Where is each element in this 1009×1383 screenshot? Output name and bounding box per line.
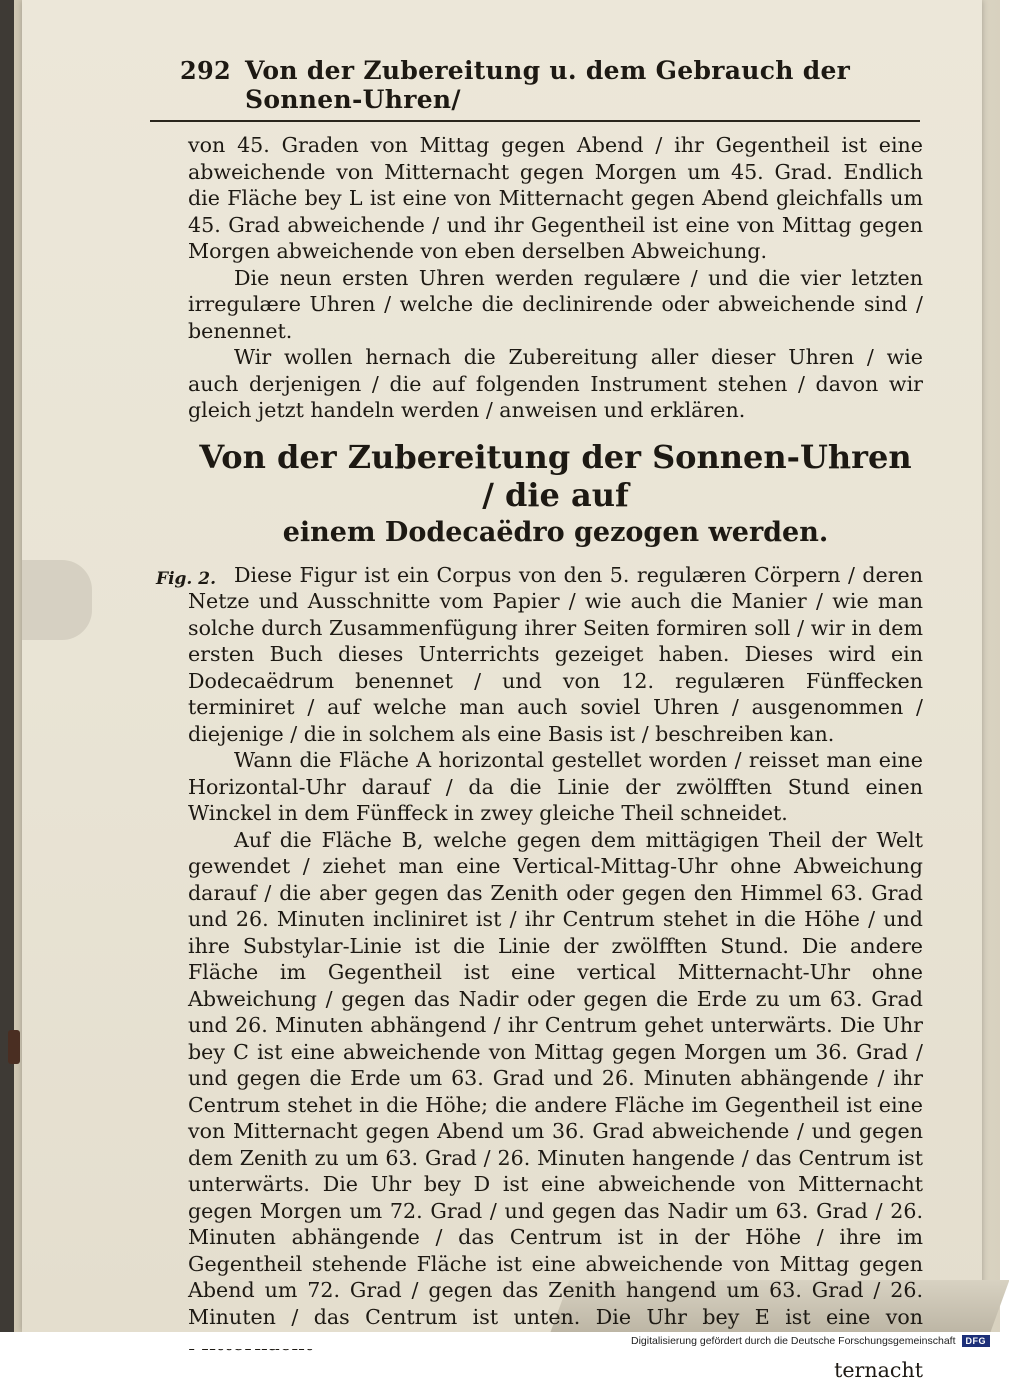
section-heading — [188, 438, 923, 552]
footer-credit: Digitalisierung gefördert durch die Deutsche Forschungsgemeinschaft — [631, 1335, 956, 1347]
paragraph: Wir wollen hernach die Zubereitung aller dieser Uhren / wie auch derjenigen / die auf folgenden Instrument stehen / davon wir gleich jetzt handeln werden / anweisen und erklären. — [188, 344, 923, 424]
paragraph: Wann die Fläche A horizontal gestellet worden / reisset man eine Horizontal-Uhr darauf / da die Linie der zwölfften Stund einen Winckel in dem Fünffeck in zwey gleiche Theil schneidet. — [188, 747, 923, 827]
section-heading-line2: einem Dodecaëdro gezogen werden. — [188, 514, 923, 552]
figure-label: Fig. 2. — [156, 566, 216, 593]
running-head — [150, 40, 920, 122]
footer-bar — [0, 1332, 1000, 1349]
text-block-top — [188, 132, 923, 424]
page-content — [150, 40, 920, 1383]
catchword: ternacht — [188, 1357, 923, 1383]
running-title: Von der Zubereitung u. dem Gebrauch der Sonnen-Uhren/ — [245, 56, 920, 114]
dfg-logo: DFG — [962, 1335, 991, 1347]
section-heading-line1: Von der Zubereitung der Sonnen-Uhren / die auf — [199, 438, 911, 514]
paragraph: Die neun ersten Uhren werden regulære / und die vier letzten irregulære Uhren / welche die declinirende oder abweichende sind / benennet. — [188, 265, 923, 345]
page-number: 292 — [180, 56, 231, 85]
paragraph: Diese Figur ist ein Corpus von den 5. regulæren Cörpern / deren Netze und Ausschnitte vom Papier / wie auch die Manier / wie man solche durch Zusammenfügung ihrer Seiten formiren soll / wir in dem ersten Buch dieses Unterrichts gezeiget haben. Dieses wird ein Dodecaëdrum benennet / und von 12. regulæren Fünffecken terminiret / auf welche man auch soviel Uhren / ausgenommen / diejenige / die in solchem als eine Basis ist / beschreiben kan. — [188, 562, 923, 748]
paragraph: Auf die Fläche B, welche gegen dem mittägigen Theil der Welt gewendet / ziehet man eine Vertical-Mittag-Uhr ohne Abweichung darauf / die aber gegen das Zenith oder gegen den Himmel 63. Grad und 26. Minuten incliniret ist / ihr Centrum stehet in die Höhe / und ihre Substylar-Linie ist die Linie der zwölfften Stund. Die andere Fläche im Gegentheil ist eine vertical Mitternacht-Uhr ohne Abweichung / gegen das Nadir oder gegen die Erde zu um 63. Grad und 26. Minuten abhängend / ihr Centrum gehet unterwärts. Die Uhr bey C ist eine abweichende von Mittag gegen Morgen um 36. Grad / und gegen die Erde um 63. Grad und 26. Minuten abhängende / ihr Centrum stehet in die Höhe; die andere Fläche im Gegentheil ist eine von Mitternacht gegen Abend um 36. Grad abweichende / und gegen dem Zenith zu um 63. Grad / 26. Minuten hangende / das Centrum ist unterwärts. Die Uhr bey D ist eine abweichende von Mitternacht gegen Morgen um 72. Grad / und gegen das Nadir um 63. Grad / 26. Minuten abhängende / das Centrum ist in der Höhe / ihre im Gegentheil stehende Fläche ist eine abweichende von Mittag gegen Abend um 72. Grad / gegen das Zenith hangend um 63. Grad / 26. Minuten / das Centrum ist unten. Die Uhr bey E ist eine von — [188, 827, 923, 1357]
binding-mark — [8, 1030, 20, 1064]
fold-shadow — [22, 560, 92, 640]
paragraph: von 45. Graden von Mittag gegen Abend / ihr Gegentheil ist eine abweichende von Mitternacht gegen Morgen um 45. Grad. Endlich die Fläche bey L ist eine von Mitternacht gegen Abend gleichfalls um 45. Grad abweichende / und ihr Gegentheil ist eine von Mittag gegen Morgen abweichende von eben derselben Abweichung. — [188, 132, 923, 265]
text-block-bottom — [188, 562, 923, 1383]
